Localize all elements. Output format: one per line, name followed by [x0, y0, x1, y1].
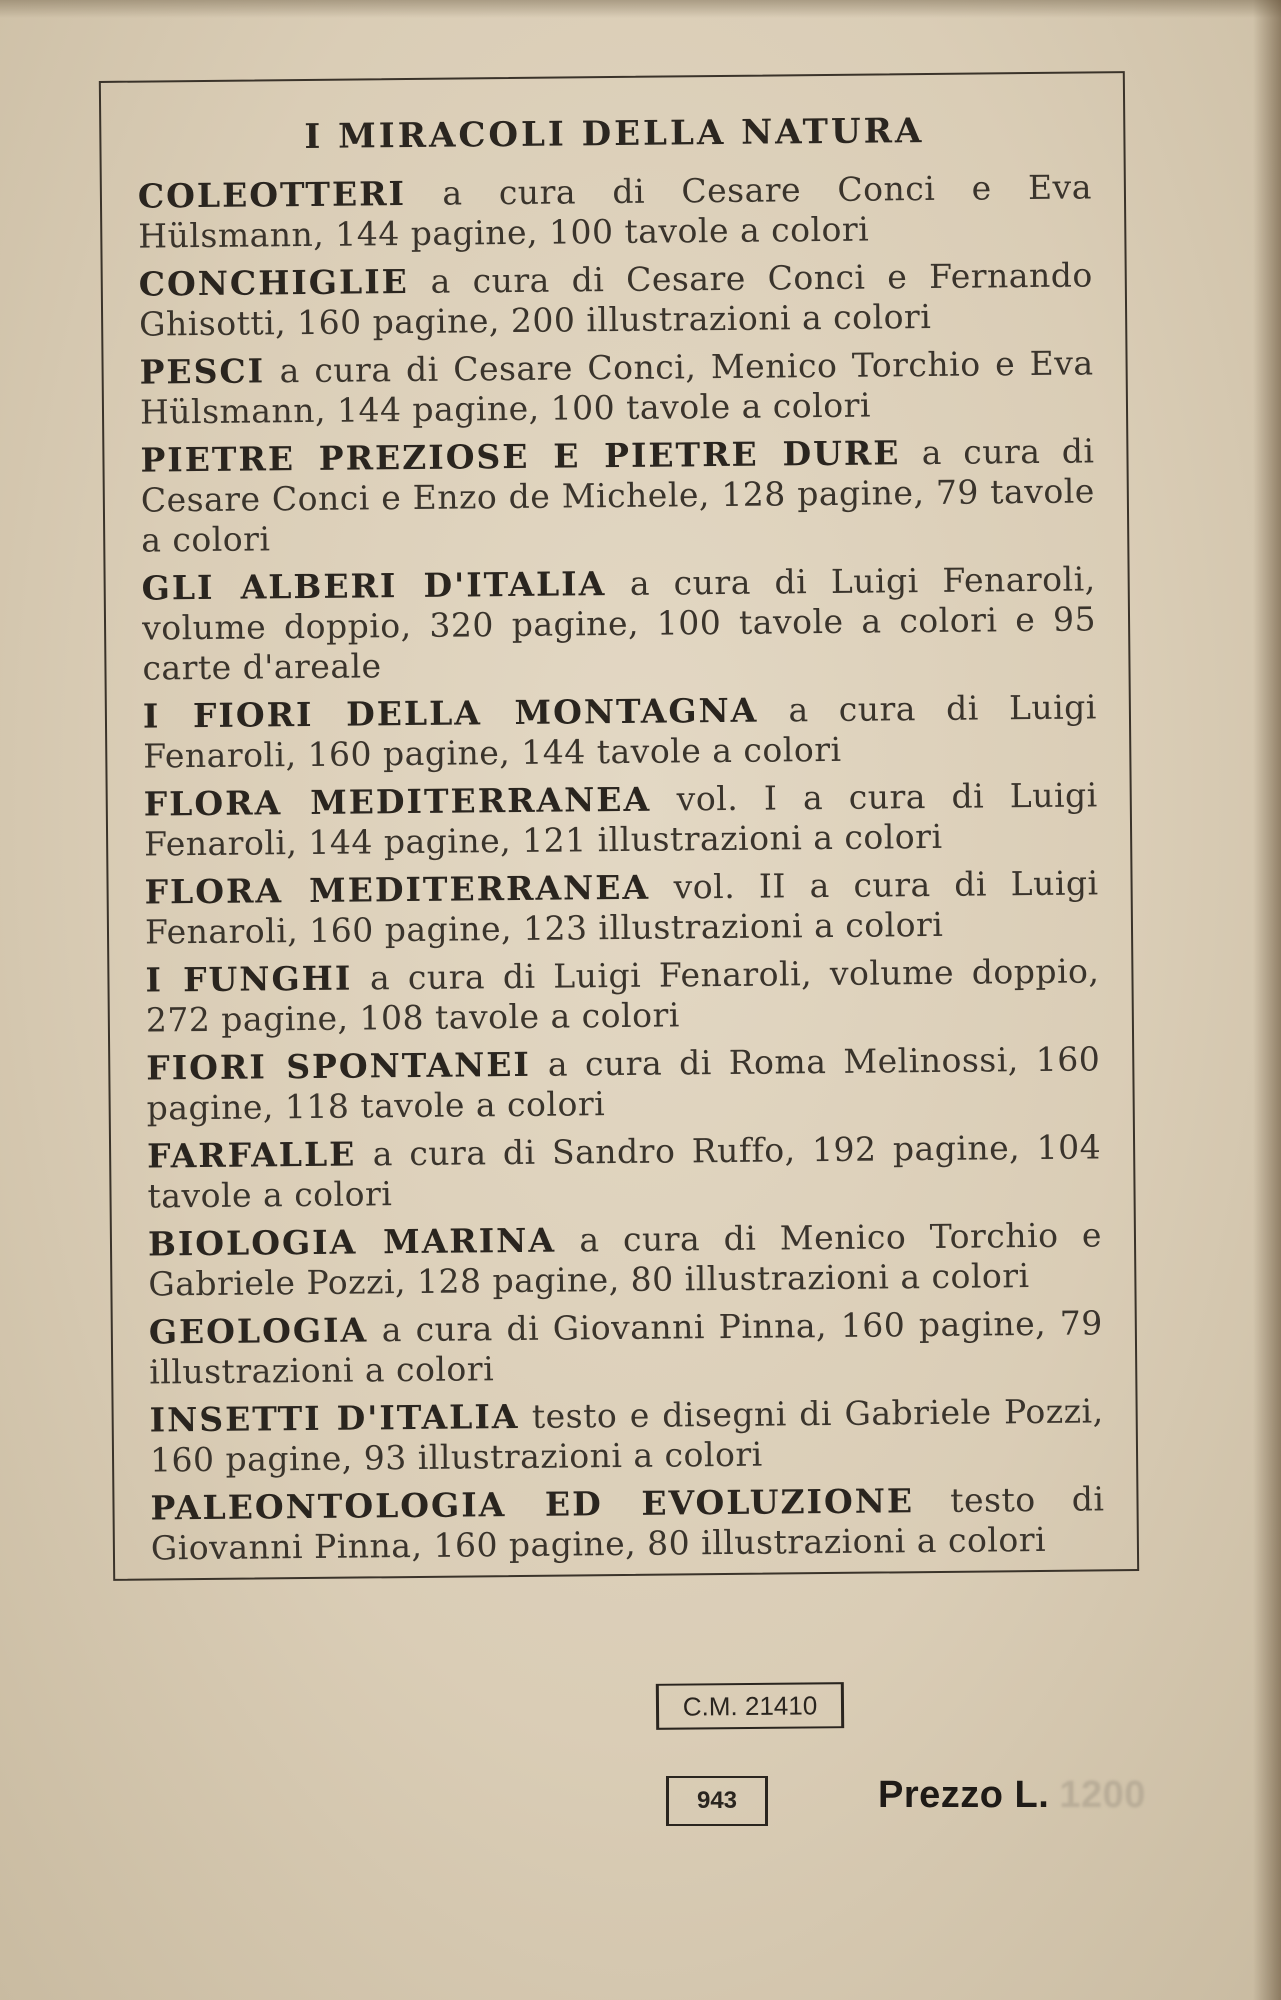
cover-top-edge — [0, 0, 1281, 18]
entry-details: a cura di Menico Torchio e Gabriele Pozzi, 128 pagine, 80 illustrazioni a colori — [148, 1215, 1103, 1304]
entry-details: a cura di Cesare Conci e Fernando Ghisotti, 160 pagine, 200 illustrazioni a colori — [138, 255, 1093, 344]
entry-title: FARFALLE — [146, 1134, 357, 1176]
catalog-entry — [143, 687, 1098, 776]
entry-details: a cura di Luigi Fenaroli, volume doppio, 320 pagine, 100 tavole a colori e 95 carte d'areale — [141, 559, 1097, 688]
entry-details: testo e disegni di Gabriele Pozzi, 160 pagine, 93 illustrazioni a colori — [149, 1391, 1104, 1480]
entry-details: a cura di Cesare Conci e Eva Hülsmann, 144 pagine, 100 tavole a colori — [138, 167, 1093, 256]
entry-title: COLEOTTERI — [137, 174, 407, 216]
entry-details: a cura di Sandro Ruffo, 192 pagine, 104 tavole a colori — [147, 1127, 1102, 1216]
cover-right-edge — [1253, 0, 1281, 2000]
entry-title: INSETTI D'ITALIA — [149, 1396, 520, 1440]
entry-title: CONCHIGLIE — [138, 261, 409, 304]
price — [878, 1774, 1146, 1817]
entry-title: FLORA MEDITERRANEA — [144, 867, 651, 912]
entry-title: FIORI SPONTANEI — [146, 1044, 532, 1088]
entry-details: a cura di Cesare Conci e Enzo de Michele, 128 pagine, 79 tavole a colori — [140, 431, 1095, 560]
series-number: 943 — [666, 1776, 768, 1826]
entry-title: BIOLOGIA MARINA — [147, 1220, 557, 1264]
entry-title: I FUNGHI — [145, 958, 353, 1000]
catalog-entry — [145, 951, 1100, 1040]
entry-title: PIETRE PREZIOSE E PIETRE DURE — [140, 433, 901, 480]
price-label: Prezzo L. — [878, 1774, 1050, 1816]
catalog-box — [99, 71, 1139, 1581]
catalog-entry — [147, 1127, 1102, 1216]
entry-title: FLORA MEDITERRANEA — [143, 779, 652, 824]
entry-title: GEOLOGIA — [148, 1310, 369, 1352]
catalog-entry — [138, 167, 1093, 256]
catalog-entry — [149, 1391, 1104, 1480]
entry-details: a cura di Giovanni Pinna, 160 pagine, 79 illustrazioni a colori — [149, 1303, 1103, 1392]
entry-title: PESCI — [139, 351, 266, 392]
catalog-entry — [146, 1039, 1101, 1128]
catalog-entry — [139, 255, 1094, 344]
catalog-entry — [144, 863, 1099, 952]
entry-title: GLI ALBERI D'ITALIA — [141, 564, 607, 608]
price-value: 1200 — [1059, 1774, 1146, 1816]
entry-title: I FIORI DELLA MONTAGNA — [142, 690, 759, 736]
entry-details: vol. II a cura di Luigi Fenaroli, 160 pagine, 123 illustrazioni a colori — [144, 863, 1099, 952]
entry-details: a cura di Luigi Fenaroli, 160 pagine, 144 tavole a colori — [143, 687, 1098, 776]
catalog-entry — [139, 343, 1094, 432]
entry-details: a cura di Luigi Fenaroli, volume doppio, 272 pagine, 108 tavole a colori — [145, 951, 1100, 1040]
catalog-entry — [150, 1479, 1105, 1568]
entry-details: vol. I a cura di Luigi Fenaroli, 144 pagine, 121 illustrazioni a colori — [143, 775, 1098, 864]
entry-details: a cura di Roma Melinossi, 160 pagine, 118 tavole a colori — [146, 1039, 1101, 1128]
catalog-title: I MIRACOLI DELLA NATURA — [304, 111, 925, 157]
catalog-entry — [142, 559, 1097, 688]
catalog-entry — [144, 775, 1099, 864]
entry-details: a cura di Cesare Conci, Menico Torchio e Eva Hülsmann, 144 pagine, 100 tavole a colori — [139, 343, 1094, 432]
catalog-code: C.M. 21410 — [656, 1682, 844, 1730]
catalog-entry — [149, 1303, 1104, 1392]
entry-details: testo di Giovanni Pinna, 160 pagine, 80 illustrazioni a colori — [150, 1479, 1105, 1568]
catalog-entry — [140, 431, 1095, 560]
entry-title: PALEONTOLOGIA ED EVOLUZIONE — [150, 1481, 915, 1528]
catalog-entry — [148, 1215, 1103, 1304]
